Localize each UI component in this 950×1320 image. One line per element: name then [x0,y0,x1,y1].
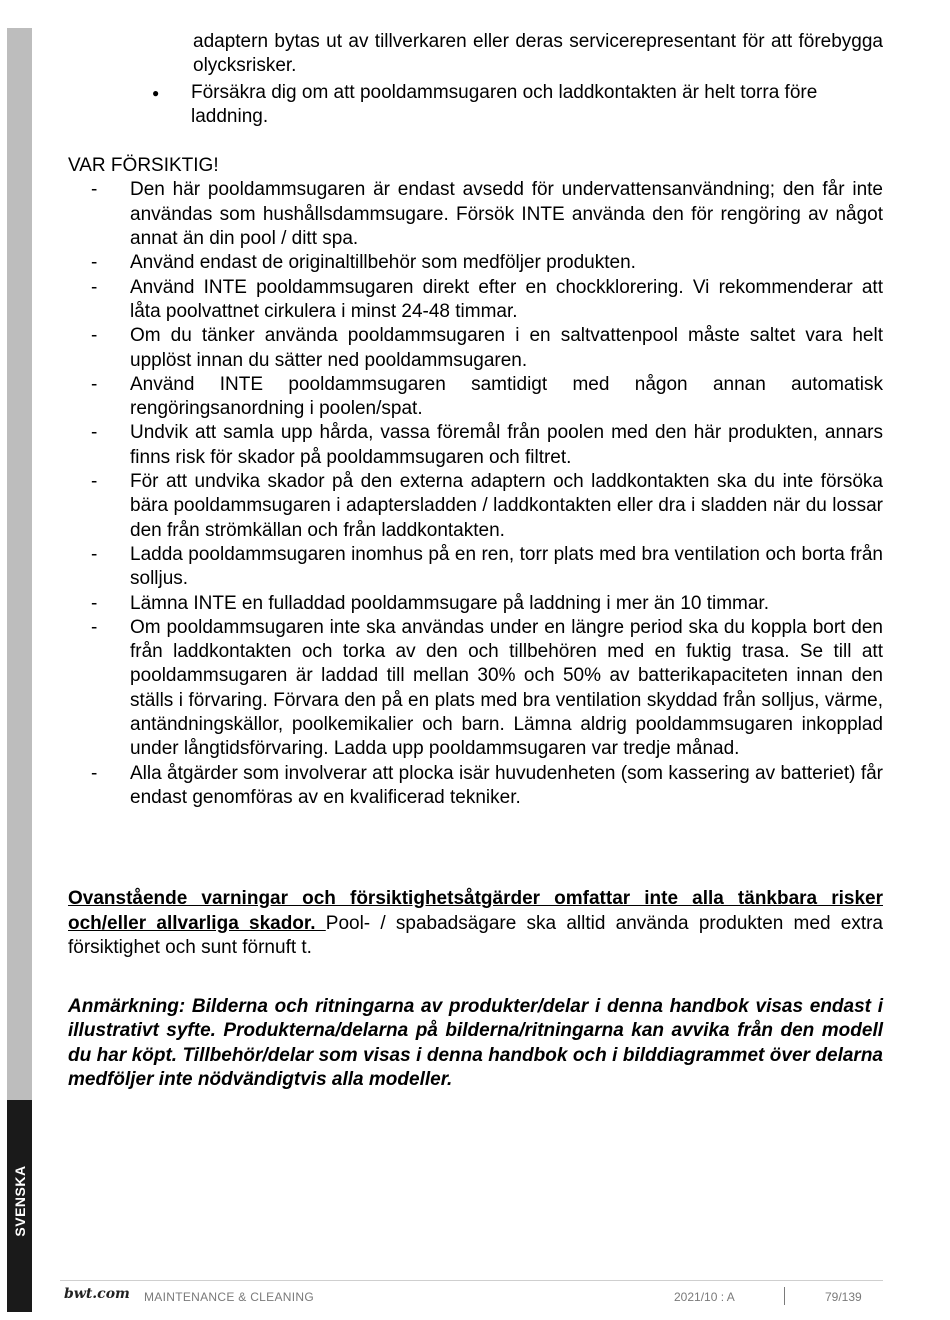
caution-list [68,178,883,810]
list-item: - Lämna INTE en fulladdad pooldammsugare på laddning i mer än 10 timmar. [91,592,769,614]
list-item: - Använd INTE pooldammsugaren samtidigt med någon annan automatisk rengöringsanordning i poolen/spat. [91,373,883,420]
list-item: - Använd endast de originaltillbehör som medföljer produkten. [91,252,636,274]
list-item: - Ladda pooldammsugaren inomhus på en ren, torr plats med bra ventilation och borta från solljus. [91,543,883,590]
footer-divider [784,1287,785,1305]
caution-heading: VAR FÖRSIKTIG! [68,155,219,177]
list-item: - Använd INTE pooldammsugaren direkt efter en chockklorering. Vi rekommenderar att låta poolvattnet cirkulera i minst 24-48 timmar. [91,276,883,322]
warning-text: Pool- / spabadsägare ska alltid använda produkten med extra försiktighet och sunt förnuft t. [68,912,883,958]
footer-section-title: MAINTENANCE & CLEANING [144,1290,314,1304]
page-number: 79/139 [825,1290,862,1304]
bullet-text: Försäkra dig om att pooldammsugaren och laddkontakten är helt torra före laddning. [191,81,818,127]
list-item: - För att undvika skador på den externa adaptern och laddkontakten ska du inte försöka bära pooldammsugaren i adaptersladden / laddkontakten eller dra i sladden när du lossar den från strömkällan och från laddkontakten. [91,471,883,541]
list-item: - Undvik att samla upp hårda, vassa föremål från poolen med den här produkten, annars finns risk för skador på pooldammsugaren och filtret. [91,422,883,468]
list-item: - Om pooldammsugaren inte ska användas under en längre period ska du koppla bort den från laddkontakten och torka av den och tillbehören med en fuktig trasa. Se till att pooldammsugaren är laddad till mellan 30% och 50% av batterikapaciteten innan den ställs i förvaring. Förvara den på en plats med bra ventilation skyddad från solljus, värme, antändningskällor, poolkemikalier och barn. Lämna aldrig pooldammsugaren inkopplad under långtidsförvaring. Ladda upp pooldammsugaren var tredje månad. [91,616,883,760]
warning-paragraph [68,887,883,960]
continuation-text: adaptern bytas ut av tillverkaren eller deras servicerepresentant för att förebygga olycksrisker. [193,31,883,77]
list-item: - Den här pooldammsugaren är endast avsedd för undervattensanvändning; den får inte användas som hushållsdammsugare. Försök INTE använda den för rengöring av något annat än din pool / ditt spa. [91,179,883,250]
list-item: - Om du tänker använda pooldammsugaren i en saltvattenpool måste saltet vara helt upplöst innan du sätter ned pooldammsugaren. [91,325,883,371]
brand-logo: bwt.com [64,1286,130,1302]
footer-revision: 2021/10 : A [674,1290,735,1304]
language-tab-label: SVENSKA [12,1165,28,1237]
bullet-item [68,81,883,130]
warning-emphasis: Ovanstående varningar och försiktighetsåtgärder omfattar inte alla tänkbara risker och/eller allvarliga skador. [68,888,883,934]
page-footer [60,1280,883,1311]
side-tab-bar [7,28,32,1100]
bullet-icon: ● [152,85,160,100]
note-paragraph: Anmärkning: Bilderna och ritningarna av produkter/delar i denna handbok visas endast i illustrativt syfte. Produkterna/delarna på bilderna/ritningarna kan avvika från den modell du har köpt. Tillbehör/delar som visas i denna handbok och i bilddiagrammet över delarna medföljer inte nödvändigtvis alla modeller. [68,996,883,1090]
page-content [68,30,883,1092]
list-item: - Alla åtgärder som involverar att plocka isär huvudenheten (som kassering av batteriet) får endast genomföras av en kvalificerad tekniker. [91,762,883,808]
